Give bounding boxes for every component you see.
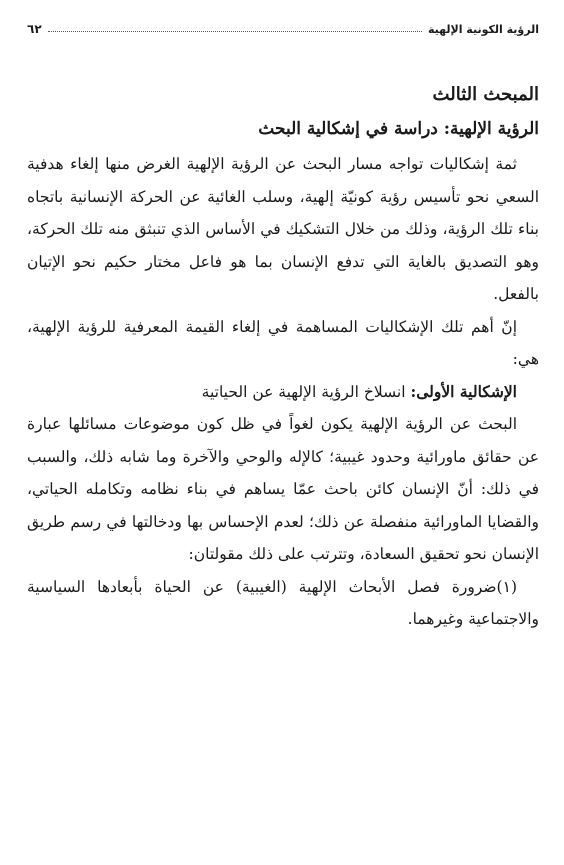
- first-problem-title: انسلاخ الرؤية الإلهية عن الحياتية: [201, 382, 411, 401]
- paragraph-problems-list-intro: إنّ أهم تلك الإشكاليات المساهمة في إلغاء القيمة المعرفية للرؤية الإلهية، هي:: [27, 317, 539, 368]
- running-header: [27, 16, 539, 36]
- paragraph-point-one: (١)ضرورة فصل الأبحاث الإلهية (الغيبية) عن الحياة بأبعادها السياسية والاجتماعية وغيرهما.: [27, 577, 539, 628]
- section-heading: المبحث الثالث: [432, 84, 539, 105]
- page-number: ٦٢: [27, 22, 42, 36]
- running-header-title: الرؤية الكونية الإلهية: [427, 23, 539, 36]
- paragraph-intro: ثمة إشكاليات تواجه مسار البحث عن الرؤية الإلهية الغرض منها إلغاء هدفية السعي نحو تأسيس رؤية كونيّة إلهية، وسلب الغائية عن الحركة الإنسانية باتجاه بناء تلك الرؤية، وذلك من خلال التشكيك في الأساس الذي تنبثق منه تلك الحركة، وهو التصديق بالغاية التي تدفع الإنسان بما هو فاعل مختار حكيم نحو الإتيان بالفعل.: [27, 155, 539, 303]
- paragraph-first-problem: [27, 376, 539, 409]
- header-dotted-leader: [48, 31, 422, 32]
- page-body: [27, 78, 539, 636]
- paragraph-explanation: البحث عن الرؤية الإلهية يكون لغواً في ظل كون موضوعات مسائلها عبارة عن حقائق ماورائية وحدود غيبية؛ كالإله والوحي والآخرة وما شابه ذلك، والسبب في ذلك: أنّ الإنسان كائن باحث عمّا يساهم في بناء نظامه وتكامله الحياتي، والقضايا الماورائية منفصلة عن ذلك؛ لعدم الإحساس بها ودخالتها في رسم طريق الإنسان نحو تحقيق السعادة، وتترتب على ذلك مقولتان:: [27, 415, 539, 563]
- first-problem-label: الإشكالية الأولى:: [410, 381, 517, 401]
- sub-heading: الرؤية الإلهية: دراسة في إشكالية البحث: [258, 119, 539, 139]
